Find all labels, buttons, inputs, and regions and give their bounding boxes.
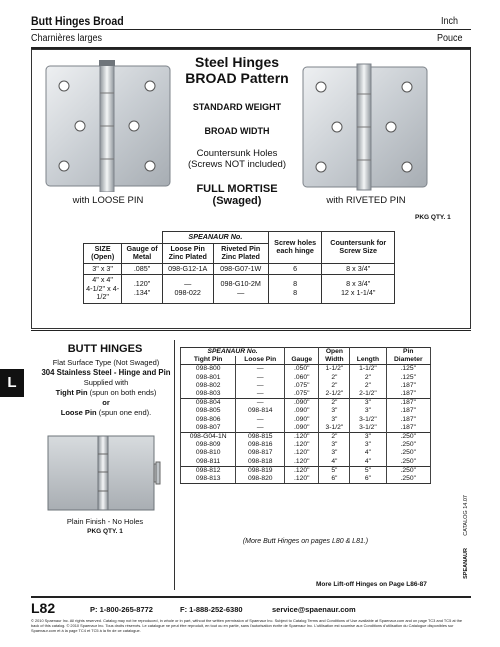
col-gauge: Gauge of Metal: [122, 243, 163, 263]
more-butt-hinges-note: (More Butt Hinges on pages L80 & L81.): [242, 538, 369, 545]
butt-table-body: [181, 365, 431, 484]
cell-holes-a: 8: [293, 279, 298, 289]
table-row: [181, 374, 431, 382]
col-width: Width: [319, 356, 350, 365]
steel-pkg-qty: PKG QTY. 1: [415, 214, 451, 221]
cell-gauge: .090": [285, 399, 319, 408]
cell-tight: 098-813: [181, 475, 236, 484]
cell-gauge-a: .120": [133, 279, 151, 289]
lift-off-note: More Lift-off Hinges on Page L86-87: [316, 581, 427, 588]
cell-width: 4": [319, 458, 350, 467]
spenaur-header: SPEANAUR No.: [162, 232, 268, 244]
butt-desc-line5: or: [102, 398, 110, 407]
col-length: Length: [350, 356, 386, 365]
cell-riveted-b: —: [237, 287, 245, 297]
weight-label: STANDARD WEIGHT: [192, 102, 282, 112]
butt-desc-line3: Supplied with: [83, 378, 129, 387]
col-loose: Loose Pin Zinc Plated: [162, 243, 213, 263]
catalog-version: CATALOG 14.07: [463, 495, 469, 536]
cell-holes: [268, 275, 322, 304]
unit-label-french: Pouce: [437, 33, 463, 44]
cell-gauge: .090": [285, 407, 319, 415]
cell-tight: 098-G04-1N: [181, 433, 236, 442]
cell-tight: 098-803: [181, 390, 236, 399]
cell-pin: .250": [386, 441, 431, 449]
cell-pin: .187": [386, 390, 431, 399]
cell-length: 4": [350, 458, 386, 467]
cell-length: 2-1/2": [350, 390, 386, 399]
cell-tight: 098-800: [181, 365, 236, 374]
steel-hinges-title: [176, 54, 298, 86]
cell-tight: 098-810: [181, 449, 236, 457]
cell-pin: .250": [386, 449, 431, 457]
unit-label: Inch: [441, 16, 459, 27]
steel-hinges-table: [83, 231, 395, 304]
cell-tight: 098-806: [181, 416, 236, 424]
cell-size: [84, 275, 122, 304]
cell-width: 3": [319, 416, 350, 424]
cell-holes: 6: [268, 263, 322, 275]
cell-tight: 098-804: [181, 399, 236, 408]
cell-tight: 098-805: [181, 407, 236, 415]
cell-gauge-b: .134": [133, 287, 151, 297]
table-row: [181, 416, 431, 424]
loose-pin-caption: with LOOSE PIN: [72, 195, 144, 206]
cell-gauge: .120": [285, 441, 319, 449]
cell-gauge: .050": [285, 365, 319, 374]
col-gauge: Gauge: [285, 356, 319, 365]
footer-divider: [31, 596, 471, 598]
cell-length: 4": [350, 449, 386, 457]
cell-width: 3": [319, 449, 350, 457]
cell-width: 5": [319, 466, 350, 475]
tight-pin-note: (spun on both ends): [87, 388, 157, 397]
butt-desc-line4: [36, 388, 176, 398]
cell-length: 1-1/2": [350, 365, 386, 374]
cell-loose: [162, 275, 213, 304]
cell-riveted: [213, 275, 268, 304]
cell-gauge: .085": [122, 263, 163, 275]
cell-length: 3": [350, 433, 386, 442]
cell-gauge: .120": [285, 458, 319, 467]
cell-gauge: .060": [285, 374, 319, 382]
butt-desc-line1: Flat Surface Type (Not Swaged): [52, 358, 160, 367]
loose-pin-label: Loose Pin: [60, 408, 97, 417]
cell-width: 2": [319, 433, 350, 442]
section-divider: [31, 330, 471, 331]
col-countersunk: Countersunk for Screw Size: [322, 232, 395, 264]
side-brand: SPEANAUR: [463, 548, 469, 579]
cell-tight: 098-809: [181, 441, 236, 449]
cell-length: 2": [350, 374, 386, 382]
table-row: [181, 449, 431, 457]
cell-width: 3-1/2": [319, 424, 350, 433]
butt-hinges-description: [36, 358, 176, 418]
table-row: [181, 466, 431, 475]
col-riveted: Riveted Pin Zinc Plated: [213, 243, 268, 263]
cell-loose: 098-818: [236, 458, 285, 467]
butt-hinges-table: [180, 347, 431, 484]
table-row: [181, 382, 431, 390]
cell-length: 3": [350, 407, 386, 415]
vertical-divider: [174, 340, 175, 590]
cell-width: 2": [319, 374, 350, 382]
cell-loose: 098-819: [236, 466, 285, 475]
footer-email[interactable]: service@spaenaur.com: [272, 605, 356, 614]
cell-length: 2": [350, 382, 386, 390]
cell-pin: .250": [386, 475, 431, 484]
loose-pin-note: (spun one end).: [96, 408, 152, 417]
cell-riveted: 098-G07-1W: [213, 263, 268, 275]
section-tab-l: L: [0, 369, 24, 397]
table-row: [84, 275, 395, 304]
cell-loose-a: —: [184, 279, 192, 289]
cell-tight: 098-811: [181, 458, 236, 467]
cell-pin: .187": [386, 407, 431, 415]
table-row: [181, 458, 431, 467]
col-open-top: Open: [319, 348, 350, 357]
cell-length: 3": [350, 441, 386, 449]
cell-width: 3": [319, 407, 350, 415]
cell-loose: —: [236, 390, 285, 399]
cell-pin: .187": [386, 382, 431, 390]
finish-note: Plain Finish - No Holes: [66, 517, 144, 526]
cell-size-a: 4" x 4": [92, 275, 113, 284]
cell-screw-a: 8 x 3/4": [346, 279, 371, 289]
cell-pin: .125": [386, 365, 431, 374]
cell-tight: 098-812: [181, 466, 236, 475]
holes-note-line2: (Screws NOT included): [187, 159, 287, 170]
cell-loose: —: [236, 365, 285, 374]
cell-pin: .250": [386, 466, 431, 475]
table-row: [181, 390, 431, 399]
mortise-note: [170, 183, 304, 207]
cell-tight: 098-807: [181, 424, 236, 433]
col-size: SIZE (Open): [84, 243, 122, 263]
cell-width: 6": [319, 475, 350, 484]
butt-spenaur-header: SPEANAUR No.: [181, 348, 285, 357]
cell-loose: 098-816: [236, 441, 285, 449]
cell-length: 3-1/2": [350, 416, 386, 424]
col-loose-pin: Loose Pin: [236, 356, 285, 365]
table-row: [181, 407, 431, 415]
page-title: Butt Hinges Broad: [31, 14, 124, 28]
cell-screw: [322, 275, 395, 304]
cell-size: 3" x 3": [84, 263, 122, 275]
header-divider: [31, 29, 471, 30]
cell-size-b: 4-1/2" x 4-1/2": [86, 283, 120, 301]
table-row: [181, 441, 431, 449]
cell-pin: .187": [386, 399, 431, 408]
cell-loose: —: [236, 382, 285, 390]
page-number: L82: [31, 600, 56, 616]
riveted-pin-hinge-image: [300, 62, 430, 192]
cell-gauge: [122, 275, 163, 304]
cell-pin: .187": [386, 416, 431, 424]
table-row: [84, 263, 395, 275]
cell-tight: 098-801: [181, 374, 236, 382]
cell-loose: —: [236, 424, 285, 433]
mortise-note-line2: (Swaged): [212, 195, 262, 207]
cell-pin: .250": [386, 458, 431, 467]
table-row: [181, 399, 431, 408]
cell-width: 1-1/2": [319, 365, 350, 374]
cell-gauge: .120": [285, 433, 319, 442]
cell-pin: .187": [386, 424, 431, 433]
cell-width: 3": [319, 441, 350, 449]
cell-gauge: .120": [285, 466, 319, 475]
steel-hinges-title-line1: Steel Hinges: [194, 54, 280, 70]
col-pin-top: Pin: [386, 348, 431, 357]
holes-note-line1: Countersunk Holes: [196, 148, 278, 159]
legal-notice: © 2010 Spaenaur Inc. All rights reserved. Catalog may not be reproduced, in whole or in part, without the written permission of Spaenaur Inc. Subject to Catalog Terms and Conditions of Use available at Spaenaur.com and on page TC3 and TC5 at the back of this catalog. © 2010 Spaenaur Inc. Tous droits réservés. Le catalogue ne peut être reproduit, en tout ou en partie, sans l'autorisation écrite de Spaenaur Inc. L'utilisation est soumise aux Conditions d'utilisation du Catalogue disponibles sur Spaenaur.com et à la page TC4 et TC5 à la fin de ce catalogue.: [31, 618, 463, 633]
col-tight-pin: Tight Pin: [181, 356, 236, 365]
footer-fax: F: 1-888-252-6380: [180, 605, 243, 614]
cell-gauge: .090": [285, 424, 319, 433]
footer-phone: P: 1-800-265-8772: [90, 605, 153, 614]
cell-width: 2": [319, 382, 350, 390]
cell-loose: 098-814: [236, 407, 285, 415]
cell-gauge: .120": [285, 449, 319, 457]
cell-length: 3-1/2": [350, 424, 386, 433]
table-row: [181, 433, 431, 442]
cell-holes-b: 8: [293, 287, 298, 297]
butt-desc-line2: 304 Stainless Steel - Hinge and Pin: [41, 368, 171, 377]
riveted-pin-caption: with RIVETED PIN: [326, 195, 406, 206]
table-row: [181, 424, 431, 433]
page-title-french: Charnières larges: [31, 33, 103, 44]
mortise-note-line1: FULL MORTISE: [196, 183, 278, 195]
steel-hinges-title-line2: BROAD Pattern: [185, 70, 289, 86]
cell-screw-b: 12 x 1-1/4": [340, 287, 376, 297]
butt-hinge-image: [46, 434, 162, 512]
cell-gauge: .090": [285, 416, 319, 424]
cell-loose: 098-G12-1A: [162, 263, 213, 275]
width-label: BROAD WIDTH: [204, 126, 270, 136]
cell-loose: —: [236, 374, 285, 382]
cell-loose: 098-815: [236, 433, 285, 442]
cell-pin: .250": [386, 433, 431, 442]
cell-length: 3": [350, 399, 386, 408]
cell-width: 2": [319, 399, 350, 408]
cell-gauge: .075": [285, 390, 319, 399]
cell-riveted-a: 098-G10-2M: [220, 279, 261, 289]
cell-pin: .125": [386, 374, 431, 382]
cell-loose: 098-820: [236, 475, 285, 484]
cell-screw: 8 x 3/4": [322, 263, 395, 275]
loose-pin-hinge-image: [42, 60, 174, 192]
table-row: [181, 365, 431, 374]
cell-loose-b: 098-022: [174, 287, 201, 297]
cell-loose: —: [236, 399, 285, 408]
tight-pin-label: Tight Pin: [55, 388, 88, 397]
cell-width: 2-1/2": [319, 390, 350, 399]
cell-length: 6": [350, 475, 386, 484]
butt-desc-line6: [36, 408, 176, 418]
col-pin-diameter: Diameter: [386, 356, 431, 365]
cell-loose: 098-817: [236, 449, 285, 457]
cell-length: 5": [350, 466, 386, 475]
cell-tight: 098-802: [181, 382, 236, 390]
cell-gauge: .120": [285, 475, 319, 484]
cell-loose: —: [236, 416, 285, 424]
holes-note: [170, 148, 304, 170]
col-screw-holes: Screw holes each hinge: [268, 232, 322, 264]
cell-gauge: .075": [285, 382, 319, 390]
table-row: [181, 475, 431, 484]
butt-hinges-title: BUTT HINGES: [67, 343, 143, 355]
butt-pkg-qty: PKG QTY. 1: [87, 528, 123, 535]
